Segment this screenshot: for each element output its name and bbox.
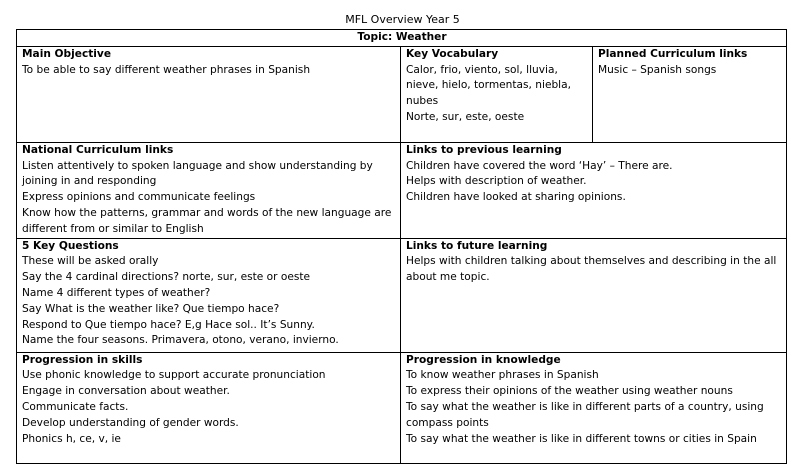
progression-knowledge-line: To know weather phrases in Spanish [406, 369, 599, 382]
key-questions-heading: 5 Key Questions [22, 239, 119, 252]
progression-skills-heading: Progression in skills [22, 353, 143, 366]
progression-skills-line: Communicate facts. [22, 400, 129, 413]
national-curriculum-line: Express opinions and communicate feelings [22, 191, 256, 204]
links-previous-learning-cell [401, 142, 787, 238]
progression-knowledge-line: To express their opinions of the weather using weather nouns [406, 385, 733, 398]
key-vocabulary-line: nieve, hielo, tormentas, niebla, [406, 79, 571, 92]
progression-knowledge-line: To say what the weather is like in different parts of a country, using [406, 400, 764, 413]
previous-learning-line: Children have covered the word ‘Hay’ – There are. [406, 159, 673, 172]
planned-curriculum-links-heading: Planned Curriculum links [598, 47, 748, 60]
national-curriculum-line: Know how the patterns, grammar and words of the new language are [22, 206, 392, 219]
progression-knowledge-heading: Progression in knowledge [406, 353, 561, 366]
main-objective-heading: Main Objective [22, 47, 112, 60]
planned-curriculum-links-cell [593, 46, 787, 142]
key-question-line: Say What is the weather like? Que tiempo hace? [22, 302, 280, 315]
main-objective-cell [17, 46, 401, 142]
progression-skills-line: Develop understanding of gender words. [22, 416, 239, 429]
future-learning-line: Helps with children talking about themselves and describing in the all [406, 255, 777, 268]
progression-skills-line: Engage in conversation about weather. [22, 385, 230, 398]
planned-curriculum-links-line: Music – Spanish songs [598, 63, 717, 76]
progression-skills-line: Use phonic knowledge to support accurate pronunciation [22, 369, 326, 382]
key-vocabulary-line: nubes [406, 95, 439, 108]
future-learning-line: about me topic. [406, 271, 490, 284]
progression-skills-line: Phonics h, ce, v, ie [22, 432, 121, 445]
document-title: MFL Overview Year 5 [345, 13, 460, 26]
progression-knowledge-line: To say what the weather is like in different towns or cities in Spain [406, 432, 757, 445]
progression-knowledge-cell [401, 352, 787, 463]
key-question-line: Name 4 different types of weather? [22, 286, 211, 299]
national-curriculum-line: different from or similar to English [22, 222, 204, 235]
key-question-line: Name the four seasons. Primavera, otono, verano, invierno. [22, 334, 339, 347]
links-previous-learning-heading: Links to previous learning [406, 143, 562, 156]
key-vocabulary-heading: Key Vocabulary [406, 47, 499, 60]
progression-skills-cell [17, 352, 401, 463]
national-curriculum-links-cell [17, 142, 401, 238]
links-future-learning-heading: Links to future learning [406, 239, 548, 252]
previous-learning-line: Helps with description of weather. [406, 175, 587, 188]
national-curriculum-line: Listen attentively to spoken language and show understanding by [22, 159, 373, 172]
national-curriculum-line: joining in and responding [22, 175, 157, 188]
links-future-learning-cell [401, 238, 787, 352]
key-question-line: These will be asked orally [22, 255, 159, 268]
national-curriculum-links-heading: National Curriculum links [22, 143, 174, 156]
topic-header: Topic: Weather [17, 30, 787, 47]
key-vocabulary-line: Calor, frio, viento, sol, lluvia, [406, 63, 558, 76]
key-question-line: Say the 4 cardinal directions? norte, sur, este or oeste [22, 271, 311, 284]
previous-learning-line: Children have looked at sharing opinions. [406, 191, 626, 204]
key-questions-cell [17, 238, 401, 352]
progression-knowledge-line: compass points [406, 416, 489, 429]
main-objective-line: To be able to say different weather phrases in Spanish [22, 63, 311, 76]
key-vocabulary-line: Norte, sur, este, oeste [406, 110, 525, 123]
key-question-line: Respond to Que tiempo hace? E,g Hace sol.. It’s Sunny. [22, 318, 315, 331]
overview-table [16, 29, 787, 464]
key-vocabulary-cell [401, 46, 593, 142]
